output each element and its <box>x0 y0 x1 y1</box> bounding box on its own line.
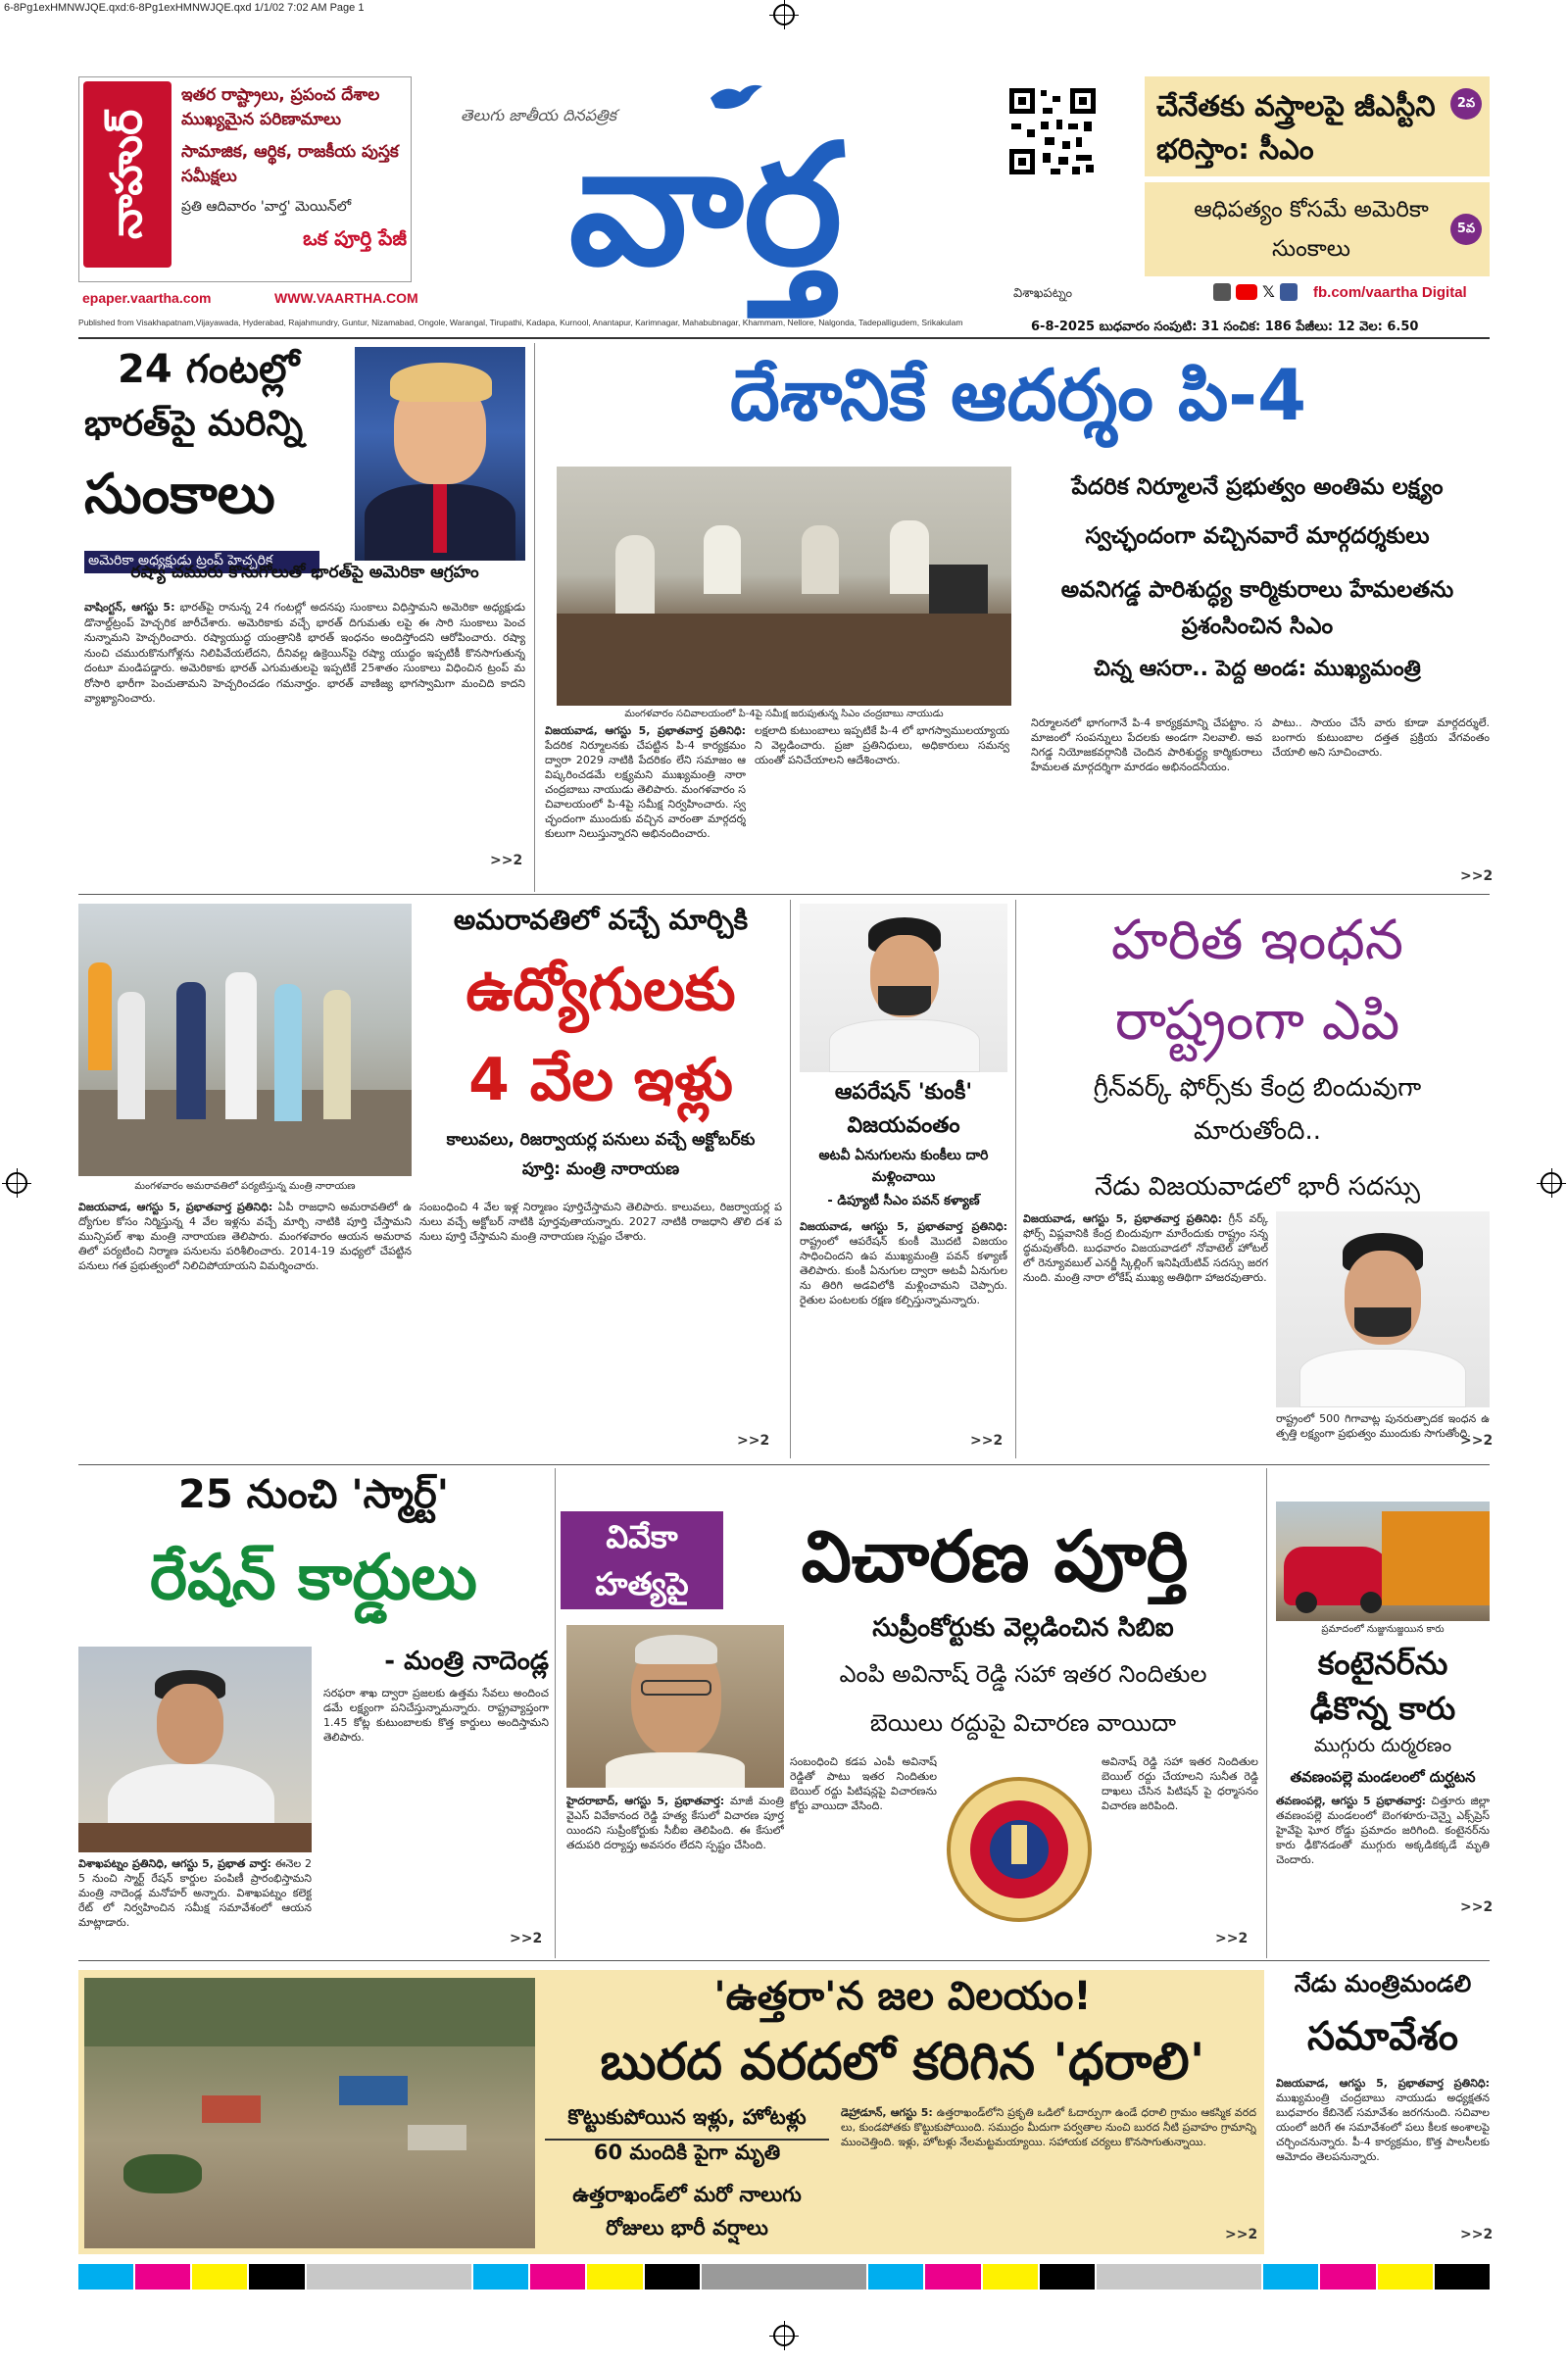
accident-photo-caption: ప్రమాదంలో నుజ్జునుజ్జయిన కారు <box>1321 1624 1445 1635</box>
section-rule-1 <box>78 894 1490 895</box>
trump-continued[interactable]: >>2 <box>490 853 523 868</box>
supplement-promo[interactable] <box>78 76 412 282</box>
epaper-link[interactable]: epaper.vaartha.com <box>82 290 212 306</box>
dharali-photo <box>84 1978 535 2248</box>
green-body-text: గ్రీన్ వర్క్ ఫోర్స్ విప్లవానికి కేంద్ర బిందువుగా మారేందుకు రాష్ట్రం సన్నద్ధమవుతోంది. బుధవారం విజయవాడలో నోవాటెల్ హోటల్ లో రెన్యూవబుల్ ఎనర్జీ స్కిల్లింగ్ ఇనిషియేటివ్ సదస్సు జరగనుంది. మంత్రి నారా లోకేష్ ముఖ్య అతిథిగా హాజరవుతారు. <box>1023 1212 1268 1284</box>
published-from: Published from Visakhapatnam,Vijayawada, Hyderabad, Rajahmundry, Guntur, Nizamabad, Ongole, Warangal, Tirupathi, Kadapa, Kurnool, Anantapur, Karimnagar, Mahabubnagar, Khammam, Nellore, Nalgonda, Tadepalligudem, Srikakulam <box>78 318 963 327</box>
dharali-sub-3: ఉత్తరాఖండ్‌లో మరో నాలుగు రోజులు భారీ వర్షాలు <box>572 2183 802 2240</box>
cabinet-body <box>1276 2076 1490 2248</box>
accident-headline: కంటైనర్‌ను ఢీకొన్న కారు <box>1309 1645 1456 1727</box>
dharali-kicker: 'ఉత్తరా'న జల విలయం! <box>713 1974 1092 2019</box>
accident-photo <box>1276 1502 1490 1621</box>
registration-mark-bottom <box>773 2325 795 2346</box>
supplement-item-1: ఇతర రాష్ట్రాలు, ప్రపంచ దేశాల ముఖ్యమైన పరిణామాలు <box>181 85 380 129</box>
kunki-continued[interactable]: >>2 <box>970 1433 1004 1449</box>
kunki-headline: ఆపరేషన్ 'కుంకీ' విజయవంతం <box>834 1080 973 1138</box>
dharali-dateline: డెహ్రాడూన్, ఆగస్టు 5: <box>841 2106 933 2119</box>
viveka-headline: విచారణ పూర్తి <box>801 1515 1189 1598</box>
column-rule-4 <box>555 1468 556 1958</box>
green-deck: గ్రీన్‌వర్క్ ఫోర్స్‌కు కేంద్ర బిందువుగా మారుతోంది.. <box>1093 1073 1422 1146</box>
p4-sub-3: అవనిగడ్డ పారిశుద్ధ్య కార్మికురాలు హేమలతను ప్రశంసించిన సిఎం <box>1060 577 1454 639</box>
social-icons <box>1213 282 1298 301</box>
houses-body-text-1: ఏపీ రాజధాని అమరావతిలో ఉద్యోగుల కోసం నిర్మిస్తున్న 4 వేల ఇళ్లను వచ్చే మార్చి నాటికి పూర్తి చేస్తామని మున్సిపల్ శాఖ మంత్రి నారాయణ తెలిపారు. మంగళవారం ఆయన అమరావతిలో పర్యటించి నిర్మాణ పనులను పరిశీలించారు. 2014-19 మధ్యలో చేపట్టిన పనులు గత ప్రభుత్వంలో నిలిచిపోయాయని విమర్శించారు. <box>78 1201 412 1272</box>
p4-body-col-3: నిర్మూలనలో భాగంగానే పి-4 కార్యక్రమాన్ని చేపట్టాం. సమాజంలో సంపన్నులు పేదలకు అండగా నిలవాలి. అవనిగడ్డ నియోజకవర్గానికి చెందిన పారిశుద్ధ్య కార్మికురాలు హేమలత మార్గదర్శిగా మారడం అభినందనీయం. <box>1031 716 1262 773</box>
teaser-2[interactable] <box>1145 182 1490 276</box>
viveka-tag-2: హత్యపై <box>595 1565 689 1602</box>
website-link[interactable]: WWW.VAARTHA.COM <box>274 290 418 306</box>
cabinet-dateline: విజయవాడ, ఆగస్టు 5, ప్రభాతవార్త ప్రతినిధి: <box>1276 2077 1490 2090</box>
facebook-handle[interactable]: fb.com/vaartha Digital <box>1313 284 1467 301</box>
dharali-body <box>841 2105 1256 2248</box>
app-icon[interactable] <box>1213 283 1231 301</box>
column-rule-2 <box>790 900 791 1458</box>
ration-kicker: 25 నుంచి 'స్మార్ట్' <box>178 1472 449 1517</box>
p4-body-col-2: లక్షలాది కుటుంబాలు ఇప్పటికే పి-4 లో భాగస్వాములయ్యాయని వెల్లడించారు. ప్రజా ప్రతినిధులు, అధికారులు సమన్వయంతో పనిచేయాలని ఆదేశించారు. <box>755 724 1009 766</box>
masthead-tagline: తెలుగు జాతీయ దినపత్రిక <box>461 106 616 124</box>
accident-body <box>1276 1794 1490 1915</box>
trump-body-text: భారత్‌పై రానున్న 24 గంటల్లో అదనపు సుంకాలు విధిస్తామని అమెరికా అధ్యక్షుడు డొనాల్డ్‌ట్రంప్ హెచ్చరిక జారీచేశారు. అమెరికాకు వచ్చే భారత్ దిగుమతు లపై ఈ సారి సుంకాలు పెంచనున్నామని హెచ్చరించారు. రష్యాయుద్ధ యంత్రానికి భారత్ ఇంధనం అందిస్తోందని ఆరోపించారు. రష్యా నుంచి చమురుకొనుగోళ్లను నిలిపివేయలేదని, దీనివల్ల ఉక్రెయిన్‌పై రష్యా యుద్ధం ఇప్పటికీ కొనసాగుతున్నదంటూ మండిపడ్డారు. అమెరికాకు భారత్ ఎగుమతులపై ఇప్పటికే 25శాతం సుంకాలు విధించిన ట్రంప్ మరోసారి భారీగా పెంచుతామని హెచ్చరించడం గమనార్హం. భారత్ వాణిజ్య భాగస్వామిగా మంచిది కాదని వ్యాఖ్యానించారు. <box>84 601 525 705</box>
viveka-dateline: హైదరాబాద్, ఆగస్టు 5, ప్రభాతవార్త: <box>566 1795 725 1807</box>
ration-body-col-2: సరఫరా శాఖ ద్వారా ప్రజలకు ఉత్తమ సేవలు అందించడమే లక్ష్యంగా పనిచేస్తున్నామన్నారు. రాష్ట్రవ్యాప్తంగా 1.45 కోట్ల కుటుంబాలకు కొత్త కార్డులు అందిస్తామని తెలిపారు. <box>323 1687 549 1744</box>
cabinet-kicker: నేడు మంత్రిమండలి <box>1294 1970 1472 1997</box>
kunki-dateline: విజయవాడ, ఆగస్టు 5, ప్రభాతవార్త ప్రతినిధి: <box>800 1220 1007 1233</box>
column-rule-5 <box>1266 1468 1267 1958</box>
trump-body <box>84 600 525 876</box>
green-body-col-1 <box>1023 1211 1268 1456</box>
houses-dateline: విజయవాడ, ఆగస్టు 5, ప్రభాతవార్త ప్రతినిధి: <box>78 1201 273 1213</box>
p4-headline: దేశానికే ఆదర్శం పి-4 <box>729 354 1307 436</box>
viveka-body-text: మాజీ మంత్రి వైఎస్ వివేకానంద రెడ్డి హత్య కేసులో విచారణ పూర్తయిందని సుప్రీంకోర్టుకు సీబీఐ తెలిపింది. ఈ కేసులో తదుపరి దర్యాప్తు అవసరం లేదని స్పష్టం చేసింది. <box>566 1795 784 1851</box>
ration-body-text: ఈనెల 25 నుంచి స్మార్ట్ రేషన్ కార్డుల పంపిణీ ప్రారంభిస్తామని మంత్రి నాదెండ్ల మనోహర్ అన్నారు. విశాఖపట్నం కలెక్టరేట్ లో నిర్వహించిన సమీక్ష సమావేశంలో ఆయన మాట్లాడారు. <box>78 1857 312 1929</box>
supplement-highlight: ఒక పూర్తి పేజీ <box>303 226 407 250</box>
teaser-2-headline: ఆధిపత్యం కోసమే అమెరికా సుంకాలు <box>1194 197 1429 262</box>
dharali-sub-1: కొట్టుకుపోయిన ఇళ్లు, హోటళ్లు <box>545 2105 829 2141</box>
print-slug: 6-8Pg1exHMNWJQE.qxd:6-8Pg1exHMNWJQE.qxd 1/1/02 7:02 AM Page 1 <box>4 2 365 14</box>
cabinet-continued[interactable]: >>2 <box>1460 2227 1494 2242</box>
ration-dateline: విశాఖపట్నం ప్రతినిధి, ఆగస్టు 5, ప్రభాత వార్త: <box>78 1857 271 1870</box>
accident-continued[interactable]: >>2 <box>1460 1899 1494 1915</box>
viveka-body-col-2: సంబంధించి కడప ఎంపీ అవినాష్ రెడ్డితో పాటు ఇతర నిందితుల బెయిల్ రద్దు పిటిషన్లపై విచారణను కోర్టు వాయిదా వేసింది. <box>790 1755 937 1812</box>
ration-headline: రేషన్ కార్డులు <box>150 1542 477 1614</box>
green-headline-2: రాష్ట్రంగా ఎపి <box>1114 989 1400 1053</box>
accident-body-text: చిత్తూరు జిల్లా తవణంపల్లె మండలంలో బెంగళూరు-చెన్నై ఎక్స్‌ప్రెస్ హైవేపై ఘోర రోడ్డు ప్రమాదం జరిగింది. కంటైనర్‌ను కారు ఢీకొనడంతో ముగ్గురు అక్కడికక్కడే మృతి చెందారు. <box>1276 1795 1490 1866</box>
viveka-tag-1: వివేకా <box>606 1518 678 1555</box>
teaser-1-headline: చేనేతకు వస్త్రాలపై జీఎస్టీని భరిస్తాం: సీఎం <box>1156 89 1436 166</box>
kunki-deck: అటవీ ఏనుగులను కుంకీలు దారి మళ్లించాయి <box>818 1148 989 1185</box>
viveka-photo <box>566 1625 784 1788</box>
houses-deck: కాలువలు, రిజర్వాయర్ల పనులు వచ్చే అక్టోబర్‌కు పూర్తి: మంత్రి నారాయణ <box>446 1130 756 1179</box>
p4-photo <box>557 467 1011 706</box>
print-colour-bar <box>78 2264 1490 2290</box>
cabinet-headline: సమావేశం <box>1307 2014 1458 2059</box>
p4-sub-1: పేదరిక నిర్మూలనే ప్రభుత్వం అంతిమ లక్ష్యం <box>1071 474 1444 500</box>
youtube-icon[interactable] <box>1236 284 1257 300</box>
cabinet-body-text: ముఖ్యమంత్రి చంద్రబాబు నాయుడు అధ్యక్షతన బుధవారం కేబినెట్ సమావేశం జరగనుంది. సచివాలయంలో జరిగే ఈ సమావేశంలో పలు కీలక అంశాలపై చర్చించనున్నారు. పీ-4 కార్యక్రమం, కొత్త పాలసీలకు ఆమోదం తెలపనున్నారు. <box>1276 2092 1490 2163</box>
cbi-emblem-icon <box>943 1776 1096 1923</box>
registration-mark-left <box>6 1172 27 1194</box>
teaser-1-page-badge: 2వ <box>1450 88 1482 120</box>
p4-dateline: విజయవాడ, ఆగస్టు 5, ప్రభాతవార్త ప్రతినిధి: <box>545 724 746 737</box>
dharali-sub-2: 60 మందికి పైగా మృతి <box>593 2141 781 2164</box>
green-dateline: విజయవాడ, ఆగస్టు 5, ప్రభాతవార్త ప్రతినిధి: <box>1023 1212 1222 1225</box>
houses-photo <box>78 904 412 1176</box>
teaser-2-page-badge: 5వ <box>1450 214 1482 245</box>
ration-body-col-1 <box>78 1856 312 1954</box>
registration-mark-top <box>773 4 795 25</box>
p4-continued[interactable]: >>2 <box>1460 868 1494 884</box>
section-rule-3 <box>78 1960 1490 1961</box>
green-sub: నేడు విజయవాడలో భారీ సదస్సు <box>1094 1172 1420 1202</box>
viveka-sub-1: సుప్రీంకోర్టుకు వెల్లడించిన సిబిఐ <box>872 1613 1174 1643</box>
trump-deck: అమెరికా అధ్యక్షుడు ట్రంప్ హెచ్చరిక <box>84 551 319 573</box>
trump-dateline: వాషింగ్టన్, ఆగస్టు 5: <box>84 601 175 614</box>
accident-sub: తవణంపల్లె మండలంలో దుర్ఘటన <box>1290 1768 1476 1786</box>
edition-city: విశాఖపట్నం <box>1013 286 1073 301</box>
ration-attribution: - మంత్రి నాదెండ్ల <box>384 1647 549 1676</box>
kunki-attribution: - డిప్యూటీ సీఎం పవన్ కళ్యాణ్ <box>827 1194 980 1208</box>
trump-deck-2: రష్యా చమురు కొనుగోలుతో భారత్‌పై అమెరికా ఆగ్రహం <box>130 563 479 582</box>
viveka-continued[interactable]: >>2 <box>1215 1931 1249 1946</box>
teaser-1[interactable] <box>1145 76 1490 176</box>
dateline-strip: 6-8-2025 బుధవారం సంపుటి: 31 సంచిక: 186 పేజీలు: 12 వెల: 6.50 <box>1031 320 1419 334</box>
supplement-tagline: ప్రతి ఆదివారం 'వార్త' మెయిన్‌లో <box>181 199 352 215</box>
viveka-tag <box>561 1511 723 1609</box>
trump-headline: సుంకాలు <box>84 463 275 526</box>
green-body-col-2: రాష్ట్రంలో 500 గిగావాట్ల పునరుత్పాదక ఇంధన ఉత్పత్తి లక్ష్యంగా ప్రభుత్వం ముందుకు సాగుతోంది. <box>1276 1412 1490 1440</box>
trump-kicker: 24 గంటల్లో <box>118 347 300 392</box>
section-rule-2 <box>78 1464 1490 1465</box>
p4-photo-caption: మంగళవారం సచివాలయంలో పి-4పై సమీక్ష జరుపుతున్న సిఎం చంద్రబాబు నాయుడు <box>624 709 944 719</box>
viveka-body-col-3: అవినాష్ రెడ్డి సహా ఇతర నిందితుల బెయిల్ రద్దు చేయాలని సునీత రెడ్డి దాఖలు చేసిన పిటిషన్ పై ధర్మాసనం విచారణ జరిపింది. <box>1102 1755 1258 1812</box>
supplement-item-2: సామాజిక, ఆర్థిక, రాజకీయ పుస్తక సమీక్షలు <box>181 142 399 186</box>
dharali-headline: బురద వరదలో కరిగిన 'ధరాలి' <box>600 2033 1205 2092</box>
houses-photo-caption: మంగళవారం అమరావతిలో పర్యటిస్తున్న మంత్రి నారాయణ <box>134 1181 356 1192</box>
houses-headline-2: 4 వేల ఇళ్లు <box>468 1046 733 1114</box>
lokesh-photo <box>1276 1211 1490 1407</box>
accident-deck: ముగ్గురు దుర్మరణం <box>1313 1735 1452 1756</box>
houses-headline-1: ఉద్యోగులకు <box>466 956 736 1024</box>
registration-mark-right <box>1541 1172 1562 1194</box>
dharali-continued[interactable]: >>2 <box>1225 2227 1258 2242</box>
viveka-sub-3: బెయిలు రద్దుపై విచారణ వాయిదా <box>869 1709 1177 1737</box>
x-icon[interactable]: 𝕏 <box>1262 282 1275 301</box>
houses-kicker: అమరావతిలో వచ్చే మార్చికి <box>453 904 749 936</box>
viveka-sub-2: ఎంపి అవినాష్ రెడ్డి సహా ఇతర నిందితుల <box>839 1660 1207 1688</box>
p4-body-col-4: పాటు.. సాయం చేసే వారు కూడా మార్గదర్శులే. బంగారు కుటుంబాల దత్తత ప్రక్రియ వేగవంతం చేయాలి అని సూచించారు. <box>1272 716 1490 759</box>
accident-dateline: తవణంపల్లె, ఆగస్టు 5 ప్రభాతవార్త: <box>1276 1795 1426 1807</box>
supplement-logo: నాహుర్ <box>83 81 172 268</box>
qr-code-icon[interactable] <box>1007 86 1098 176</box>
ration-continued[interactable]: >>2 <box>510 1931 543 1946</box>
houses-body-col-2: సంబంధించి 4 వేల ఇళ్ల నిర్మాణం పూర్తిచేస్తామని తెలిపారు. కాలువలు, రిజర్వాయర్ల పనులు వచ్చే అక్టోబర్ నాటికి పూర్తవుతాయన్నారు. 2027 నాటికి రాజధాని తొలి దశ పనులు పూర్తి చేస్తామని మంత్రి నారాయణ స్పష్టం చేశారు. <box>419 1201 782 1243</box>
column-rule <box>534 343 535 892</box>
viveka-body-col-1 <box>566 1794 784 1950</box>
dharali-body-text: ఉత్తరాఖండ్‌లోని ప్రకృతి ఒడిలో ఓదార్పుగా ఉండే ధరాలి గ్రామం ఆకస్మిక వరదలు, కుండపోతకు కొట్టుకుపోయింది. సముద్రం మీదుగా పర్వతాల నుంచి బురద నీటి ప్రవాహం గ్రామాన్ని ముంచెత్తింది. ఇళ్లు, హోటళ్లు నేలమట్టమయ్యాయి. సహాయక చర్యలు కొనసాగుతున్నాయి. <box>841 2106 1256 2148</box>
p4-sub-4: చిన్న ఆసరా.. పెద్ద అండ: ముఖ్యమంత్రి <box>1094 657 1421 681</box>
column-rule-3 <box>1015 900 1016 1458</box>
masthead-title: వార్త <box>568 109 843 303</box>
trump-kicker-2: భారత్‌పై మరిన్ని <box>84 404 304 444</box>
kunki-body-text: రాష్ట్రంలో ఆపరేషన్ కుంకీ మొదటి విజయం సాధించిందని ఉప ముఖ్యమంత్రి పవన్ కళ్యాణ్ తెలిపారు. కుంకీ ఏనుగుల ద్వారా అటవీ ఏనుగులను తిరిగి అడవిలోకి మళ్లించామని చెప్పారు. రైతుల పంటలకు రక్షణ కల్పిస్తున్నామన్నారు. <box>800 1235 1007 1306</box>
houses-body-col-1 <box>78 1200 412 1456</box>
houses-continued[interactable]: >>2 <box>737 1433 770 1449</box>
facebook-icon[interactable] <box>1280 283 1298 301</box>
green-headline-1: హరిత ఇంధన <box>1110 909 1404 972</box>
p4-sub-2: స్వచ్ఛందంగా వచ్చినవారే మార్గదర్శకులు <box>1085 523 1430 549</box>
p4-body-text-1: పేదరిక నిర్మూలనకు చేపట్టిన పి-4 కార్యక్రమం ద్వారా 2029 నాటికి పేదరికం లేని సమాజం ఆవిష్కరించడమే లక్ష్యమని ముఖ్యమంత్రి నారా చంద్రబాబు నాయుడు తెలిపారు. మంగళవారం సచివాలయంలో పి-4పై సమీక్ష నిర్వహించారు. స్వచ్ఛందంగా ముందుకు వచ్చిన వారంతా మార్గదర్శకులుగా నిలుస్తున్నారని అభినందించారు. <box>545 739 746 840</box>
pawan-photo <box>800 904 1007 1072</box>
trump-photo <box>355 347 525 561</box>
kunki-body <box>800 1219 1007 1458</box>
masthead-rule <box>78 337 1490 339</box>
p4-body-col-1 <box>545 723 746 890</box>
nadendla-photo <box>78 1647 312 1852</box>
green-continued[interactable]: >>2 <box>1460 1433 1494 1449</box>
